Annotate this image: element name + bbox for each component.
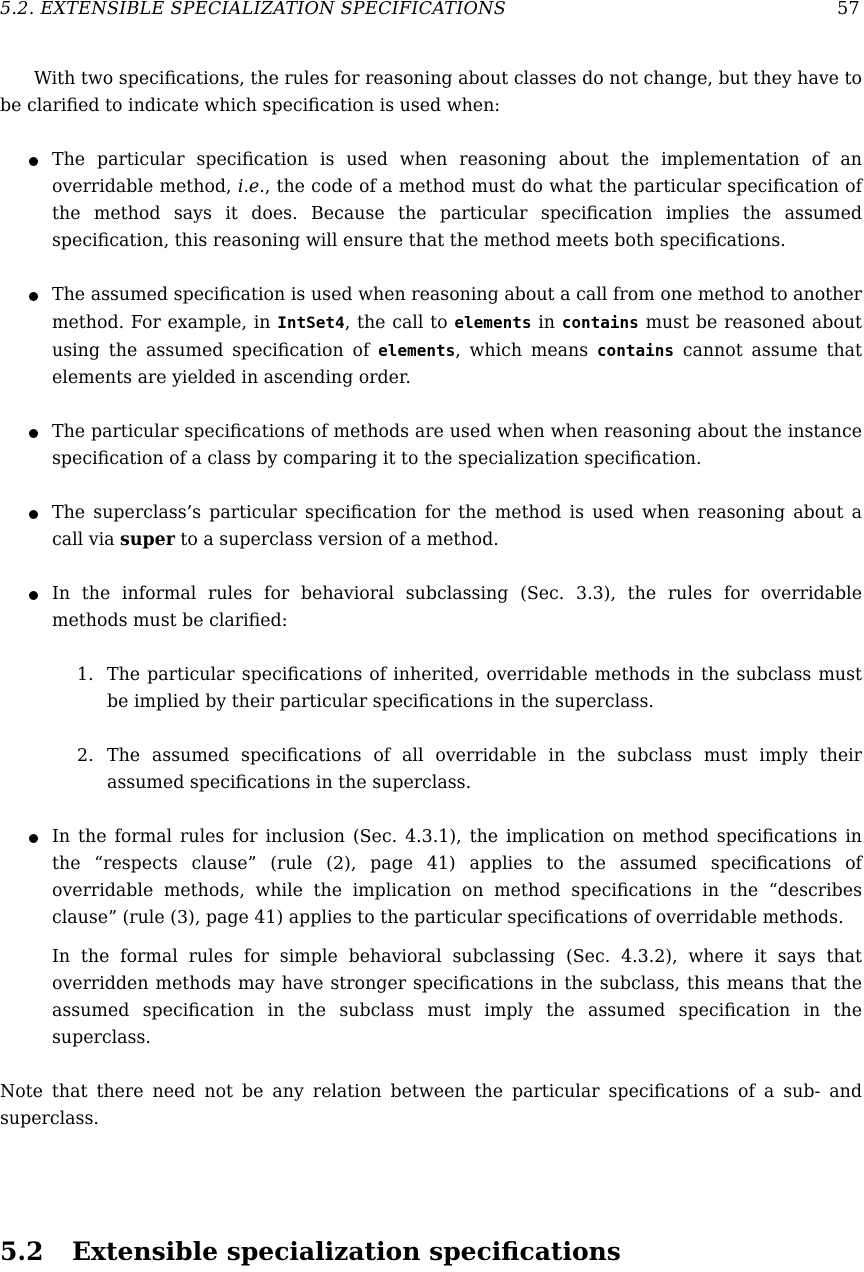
text-run: , which means bbox=[455, 341, 597, 361]
section-heading-title: Extensible specialization specifications bbox=[72, 1237, 621, 1266]
bullet-text bbox=[52, 824, 862, 932]
bullet-dot-icon bbox=[29, 834, 38, 843]
bullet-dot-icon bbox=[29, 591, 38, 600]
bullet-item bbox=[0, 419, 862, 473]
bullet-continuation-paragraph: In the formal rules for simple behavioral subclassing (Sec. 4.3.2), where it says that overridden methods may have stronger specifications in the subclass, this means that the assumed specification in the subclass must imply the assumed specification in the superclass. bbox=[52, 947, 862, 1048]
text-run: In the formal rules for inclusion (Sec. 4.3.1), the implication on method specifications in the “respects clause” (rule (2), page 41) applies to the assumed specifications of overridable methods, while the implication on method specifications in the “describes clause” (rule (3), page 41) applies to the particular specifications of overridable methods. bbox=[52, 827, 862, 928]
code-identifier: contains bbox=[596, 341, 674, 360]
bullet-text bbox=[52, 147, 862, 255]
numbered-item-text: The assumed specifications of all overridable in the subclass must imply their assumed specifications in the superclass. bbox=[107, 746, 862, 793]
numbered-item-number: 2. bbox=[77, 746, 94, 766]
numbered-item-number: 1. bbox=[77, 665, 94, 685]
section-heading-number: 5.2 bbox=[0, 1237, 44, 1266]
text-run: The particular specification is used when reasoning about the implementation of an overridable method, bbox=[52, 150, 862, 197]
bullet-text bbox=[52, 419, 862, 473]
running-header bbox=[0, 0, 864, 24]
code-identifier: elements bbox=[378, 341, 456, 360]
bullet-dot-icon bbox=[29, 292, 38, 301]
numbered-list bbox=[52, 662, 862, 797]
keyword-text: super bbox=[120, 530, 175, 550]
bullet-dot-icon bbox=[29, 429, 38, 438]
text-run: to a superclass version of a method. bbox=[174, 530, 499, 550]
text-run: The superclass’s particular specification for the method is used when reasoning about a call via bbox=[52, 503, 862, 550]
closing-paragraph: Note that there need not be any relation between the particular specifications of a sub- and superclass. bbox=[0, 1082, 862, 1129]
bullet-text bbox=[52, 581, 862, 635]
bullet-text bbox=[52, 500, 862, 554]
numbered-item bbox=[52, 743, 862, 797]
text-run: In the informal rules for behavioral subclassing (Sec. 3.3), the rules for overridable methods must be clarified: bbox=[52, 584, 862, 631]
bullet-item bbox=[0, 147, 862, 255]
header-page-number: 57 bbox=[837, 0, 860, 19]
bullet-item bbox=[0, 282, 862, 392]
body-text bbox=[0, 66, 862, 1133]
bullet-item bbox=[0, 581, 862, 797]
header-section-title: 5.2. EXTENSIBLE SPECIALIZATION SPECIFICATIONS bbox=[0, 0, 507, 19]
bullet-dot-icon bbox=[29, 510, 38, 519]
bullet-item bbox=[0, 824, 862, 1052]
text-run: , the code of a method must do what the particular specification of the method says it does. Because the particular specification implies the assumed specification, this reasoning will ensure that the method meets both specifications. bbox=[52, 177, 863, 251]
numbered-item bbox=[52, 662, 862, 716]
code-identifier: IntSet4 bbox=[277, 313, 345, 332]
section-heading bbox=[0, 1234, 864, 1270]
text-run: The assumed specification is used when reasoning about a call from one method to another method. For example, in bbox=[52, 285, 862, 333]
text-run: , the call to bbox=[344, 313, 455, 333]
numbered-item-text: The particular specifications of inherited, overridable methods in the subclass must be implied by their particular specifications in the superclass. bbox=[107, 665, 862, 712]
bullet-list bbox=[0, 147, 862, 1052]
code-identifier: elements bbox=[454, 313, 532, 332]
bullet-dot-icon bbox=[29, 157, 38, 166]
bullet-text bbox=[52, 282, 862, 392]
text-run: The particular specifications of methods are used when when reasoning about the instance specification of a class by comparing it to the specialization specification. bbox=[52, 422, 862, 469]
text-run: in bbox=[531, 313, 562, 333]
code-identifier: contains bbox=[561, 313, 639, 332]
emphasis-text: i.e. bbox=[237, 177, 265, 197]
text-run: cannot assume that elements are yielded in ascending order. bbox=[52, 341, 862, 388]
bullet-item bbox=[0, 500, 862, 554]
intro-paragraph: With two specifications, the rules for reasoning about classes do not change, but they have to be clarified to indicate which specification is used when: bbox=[0, 69, 862, 116]
text-run: must be reasoned about using the assumed specification of bbox=[52, 313, 863, 361]
